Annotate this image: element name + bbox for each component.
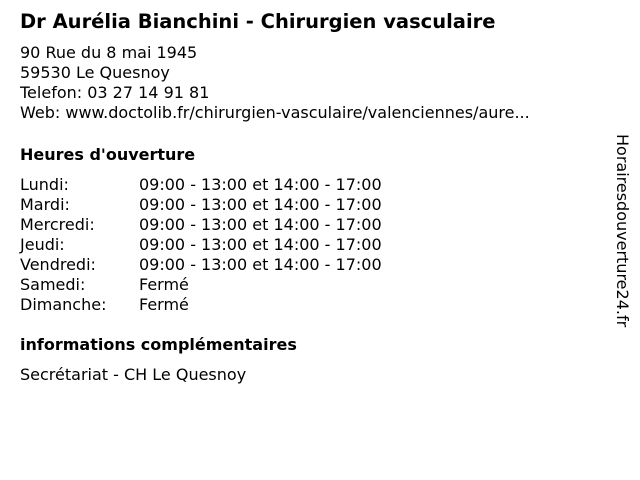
day-hours: Fermé: [139, 295, 189, 314]
page-title: Dr Aurélia Bianchini - Chirurgien vasculaire: [20, 10, 496, 33]
side-brand-text: Horairesdouverture24.fr: [613, 134, 632, 328]
opening-hours-list: [20, 175, 440, 315]
street-address: 90 Rue du 8 mai 1945: [20, 43, 198, 62]
day-label: Jeudi:: [20, 235, 65, 254]
hours-row-monday: [20, 175, 440, 195]
day-hours: 09:00 - 13:00 et 14:00 - 17:00: [139, 235, 382, 254]
day-hours: 09:00 - 13:00 et 14:00 - 17:00: [139, 175, 382, 194]
hours-row-friday: [20, 255, 440, 275]
day-label: Mercredi:: [20, 215, 95, 234]
opening-hours-heading: Heures d'ouverture: [20, 145, 196, 164]
hours-row-sunday: [20, 295, 440, 315]
day-hours: Fermé: [139, 275, 189, 294]
website-link[interactable]: Web: www.doctolib.fr/chirurgien-vasculaire/valenciennes/aure...: [20, 103, 530, 122]
hours-row-tuesday: [20, 195, 440, 215]
phone-number: Telefon: 03 27 14 91 81: [20, 83, 210, 102]
hours-row-saturday: [20, 275, 440, 295]
day-label: Samedi:: [20, 275, 86, 294]
day-label: Mardi:: [20, 195, 70, 214]
day-label: Lundi:: [20, 175, 69, 194]
day-label: Dimanche:: [20, 295, 107, 314]
address-block: [20, 43, 530, 123]
additional-info-text: Secrétariat - CH Le Quesnoy: [20, 365, 247, 384]
additional-info-heading: informations complémentaires: [20, 335, 297, 354]
day-label: Vendredi:: [20, 255, 96, 274]
day-hours: 09:00 - 13:00 et 14:00 - 17:00: [139, 195, 382, 214]
day-hours: 09:00 - 13:00 et 14:00 - 17:00: [139, 255, 382, 274]
city-address: 59530 Le Quesnoy: [20, 63, 170, 82]
day-hours: 09:00 - 13:00 et 14:00 - 17:00: [139, 215, 382, 234]
side-brand: [612, 134, 632, 346]
hours-row-wednesday: [20, 215, 440, 235]
hours-row-thursday: [20, 235, 440, 255]
